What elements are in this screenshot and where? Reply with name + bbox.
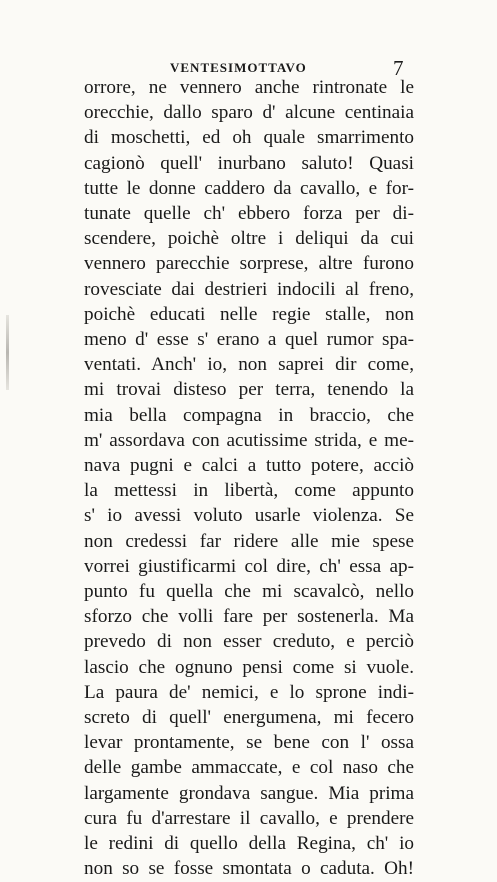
text-line: tunate quelle ch' ebbero forza per di- (84, 203, 414, 225)
text-line: mia bella compagna in braccio, che (84, 404, 414, 426)
page-number: 7 (393, 56, 404, 80)
text-line: largamente grondava sangue. Mia prima (84, 782, 414, 804)
text-line: vennero parecchie sorprese, altre furono (84, 253, 414, 275)
text-line: La paura de' nemici, e lo sprone indi- (84, 681, 414, 703)
page-edge-shadow (6, 315, 9, 390)
text-line: scendere, poichè oltre i deliqui da cui (84, 228, 414, 250)
text-line: vorrei giustificarmi col dire, ch' essa ap- (84, 555, 414, 577)
text-line: ventati. Anch' io, non saprei dir come, (84, 354, 414, 376)
text-line: tutte le donne caddero da cavallo, e for- (84, 177, 414, 199)
body-text (84, 75, 414, 882)
text-line: m' assordava con acutissime strida, e me- (84, 429, 414, 451)
text-line: rovesciate dai destrieri indocili al freno, (84, 278, 414, 300)
text-line: punto fu quella che mi scavalcò, nello (84, 581, 414, 603)
text-line: sforzo che volli fare per sostenerla. Ma (84, 606, 414, 628)
text-line: poichè educati nelle regie stalle, non (84, 303, 414, 325)
text-line: screto di quell' energumena, mi fecero (84, 707, 414, 729)
text-line: di moschetti, ed oh quale smarrimento (84, 127, 414, 149)
text-line: le redini di quello della Regina, ch' io (84, 833, 414, 855)
running-title: VENTESIMOTTAVO (170, 60, 307, 75)
text-line: levar prontamente, se bene con l' ossa (84, 732, 414, 754)
text-line: delle gambe ammaccate, e col naso che (84, 757, 414, 779)
text-line: nava pugni e calci a tutto potere, acciò (84, 455, 414, 477)
text-line: orecchie, dallo sparo d' alcune centinaia (84, 102, 414, 124)
text-line: meno d' esse s' erano a quel rumor spa- (84, 329, 414, 351)
text-line: non so se fosse smontata o caduta. Oh! (84, 858, 414, 880)
text-line: mi trovai disteso per terra, tenendo la (84, 379, 414, 401)
text-line: orrore, ne vennero anche rintronate le (84, 77, 414, 98)
text-line: cagionò quell' inurbano saluto! Quasi (84, 152, 414, 174)
text-line: prevedo di non esser creduto, e perciò (84, 631, 414, 653)
text-line: s' io avessi voluto usarle violenza. Se (84, 505, 414, 527)
text-line: non credessi far ridere alle mie spese (84, 530, 414, 552)
text-line: cura fu d'arrestare il cavallo, e prendere (84, 807, 414, 829)
text-line: la mettessi in libertà, come appunto (84, 480, 414, 502)
text-line: lascio che ognuno pensi come si vuole. (84, 656, 414, 678)
